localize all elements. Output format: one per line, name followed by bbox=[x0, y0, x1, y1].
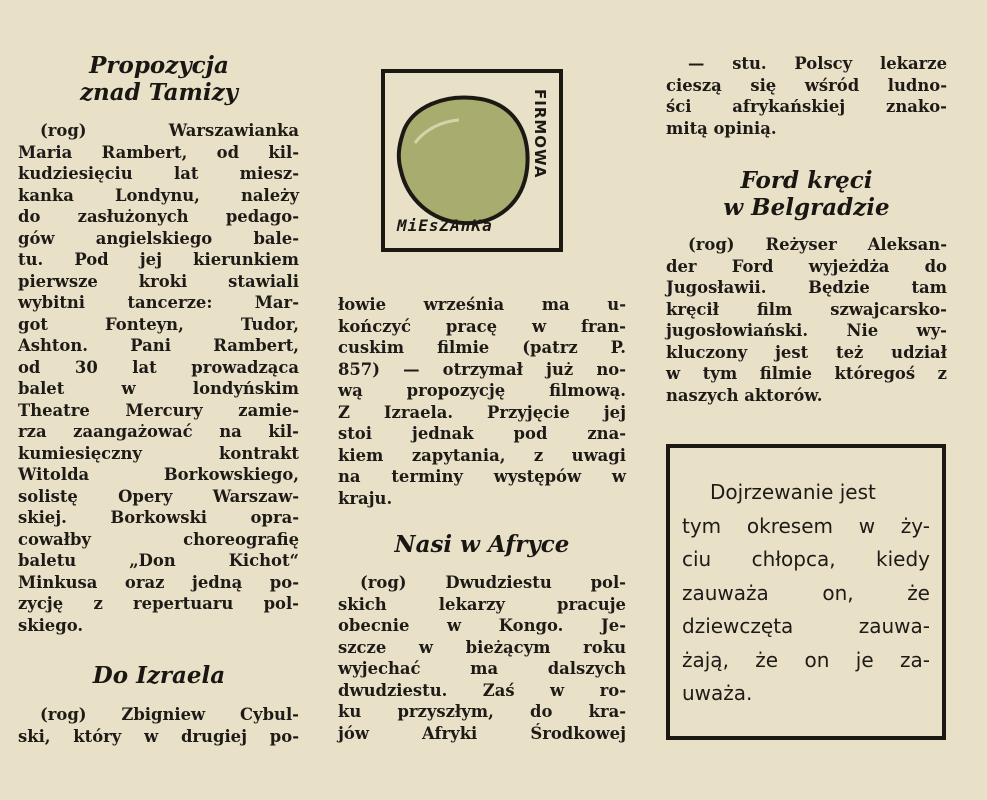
logo-box bbox=[381, 69, 563, 252]
quote-line: uważa. bbox=[682, 681, 753, 705]
article1-line: solistę Opery Warszaw- bbox=[18, 486, 299, 506]
article4-line: w tym filmie któregoś z bbox=[666, 364, 947, 383]
article1-line: Ashton. Pani Rambert, bbox=[18, 336, 299, 355]
article3-body-col3 bbox=[666, 53, 947, 139]
logo-text-bottom: MiEsZAnKa bbox=[397, 216, 493, 235]
article4-title bbox=[666, 167, 947, 221]
article3-line: obecnie w Kongo. Je- bbox=[338, 616, 626, 635]
article1-line: rza zaangażować na kil- bbox=[18, 422, 299, 441]
article1-line: zycję z repertuaru pol- bbox=[18, 594, 299, 613]
article3-line: jów Afryki Środkowej bbox=[338, 723, 626, 743]
article3-line: — stu. Polscy lekarze bbox=[688, 54, 947, 73]
article1-title-line2: znad Tamizy bbox=[79, 79, 239, 106]
logo-text-vertical: FIRMOWA bbox=[531, 89, 549, 179]
article1-line: Maria Rambert, od kil- bbox=[18, 142, 299, 162]
article1-line: (rog) Warszawianka bbox=[40, 121, 299, 140]
article4-line: (rog) Reżyser Aleksan- bbox=[688, 235, 947, 254]
article3-line: wyjechać ma dalszych bbox=[338, 659, 626, 678]
article4-body bbox=[666, 234, 947, 406]
article2-title: Do Izraela bbox=[92, 662, 226, 689]
article1-line: pierwsze kroki stawiali bbox=[18, 271, 299, 291]
article3-line: mitą opinią. bbox=[666, 118, 777, 138]
article1-line: od 30 lat prowadząca bbox=[18, 357, 299, 377]
quote-line: żają, że on je za- bbox=[682, 647, 930, 672]
article3-body-col2 bbox=[338, 572, 626, 744]
article1-line: got Fonteyn, Tudor, bbox=[18, 314, 299, 334]
quote-line: Dojrzewanie jest bbox=[710, 480, 876, 504]
article2-line: (rog) Zbigniew Cybul- bbox=[40, 705, 299, 724]
article1-line: gów angielskiego bale- bbox=[18, 228, 299, 248]
article4-line: kluczony jest też udział bbox=[666, 342, 947, 362]
article4-line: jugosłowiański. Nie wy- bbox=[666, 321, 947, 340]
article1-line: kanka Londynu, należy bbox=[18, 185, 299, 205]
article1-title-line1: Propozycja bbox=[89, 52, 229, 79]
lemon-icon bbox=[399, 98, 528, 224]
article3-line: ku przyszłym, do kra- bbox=[338, 702, 626, 721]
article2-line: kraju. bbox=[338, 488, 393, 508]
article1-line: baletu „Don Kichot“ bbox=[18, 551, 299, 570]
article3-line: szcze w bieżącym roku bbox=[338, 637, 626, 657]
article3-line: (rog) Dwudziestu pol- bbox=[360, 573, 626, 592]
article1-line: Minkusa oraz jedną po- bbox=[18, 572, 299, 592]
article3-line: cieszą się wśród ludno- bbox=[666, 75, 947, 95]
article1-line: skiej. Borkowski opra- bbox=[18, 508, 299, 527]
article1-line: kumiesięczny kontrakt bbox=[18, 443, 299, 463]
article1-line: skiego. bbox=[18, 615, 84, 635]
article4-line: Jugosławii. Będzie tam bbox=[666, 278, 947, 297]
article1-line: balet w londyńskim bbox=[18, 379, 299, 398]
article1-line: Theatre Mercury zamie- bbox=[18, 400, 299, 420]
article2-line: kiem zapytania, z uwagi bbox=[338, 445, 626, 465]
article2-line: stoi jednak pod zna- bbox=[338, 424, 626, 443]
article4-title-line1: Ford kręci bbox=[740, 167, 873, 194]
article3-line: skich lekarzy pracuje bbox=[338, 594, 626, 614]
article3-line: ści afrykańskiej znako- bbox=[666, 97, 947, 116]
article3-line: dwudziestu. Zaś w ro- bbox=[338, 680, 626, 700]
article2-line: ski, który w drugiej po- bbox=[18, 726, 299, 746]
article3-title: Nasi w Afryce bbox=[394, 531, 570, 558]
article4-line: kręcił film szwajcarsko- bbox=[666, 299, 947, 319]
quote-line: zauważa on, że bbox=[682, 580, 930, 605]
article4-title-line2: w Belgradzie bbox=[723, 194, 890, 221]
article2-line: Z Izraela. Przyjęcie jej bbox=[338, 402, 626, 422]
article1-title bbox=[20, 52, 298, 106]
article1-line: do zasłużonych pedago- bbox=[18, 207, 299, 226]
article4-line: naszych aktorów. bbox=[666, 385, 823, 405]
article2-line: cuskim filmie (patrz P. bbox=[338, 338, 626, 357]
article1-line: Witolda Borkowskiego, bbox=[18, 465, 299, 484]
article1-body bbox=[18, 120, 299, 636]
quote-line: tym okresem w ży- bbox=[682, 513, 930, 538]
quote-line: dziewczęta zauwa- bbox=[682, 614, 930, 638]
article1-line: cowałby choreografię bbox=[18, 529, 299, 549]
article1-line: kudziesięciu lat miesz- bbox=[18, 164, 299, 183]
article2-line: na terminy występów w bbox=[338, 467, 626, 486]
article2-body-col2 bbox=[338, 294, 626, 509]
article4-line: der Ford wyjeżdża do bbox=[666, 256, 947, 276]
article1-line: tu. Pod jej kierunkiem bbox=[18, 250, 299, 269]
article2-line: kończyć pracę w fran- bbox=[338, 316, 626, 336]
article2-line: 857) — otrzymał już no- bbox=[338, 359, 626, 379]
article2-line: łowie września ma u- bbox=[338, 295, 626, 314]
article2-line: wą propozycję filmową. bbox=[338, 381, 626, 400]
quote-line: ciu chłopca, kiedy bbox=[682, 547, 930, 571]
article1-line: wybitni tancerze: Mar- bbox=[18, 293, 299, 312]
quote-text bbox=[682, 476, 930, 711]
article2-body-col1 bbox=[18, 704, 299, 747]
